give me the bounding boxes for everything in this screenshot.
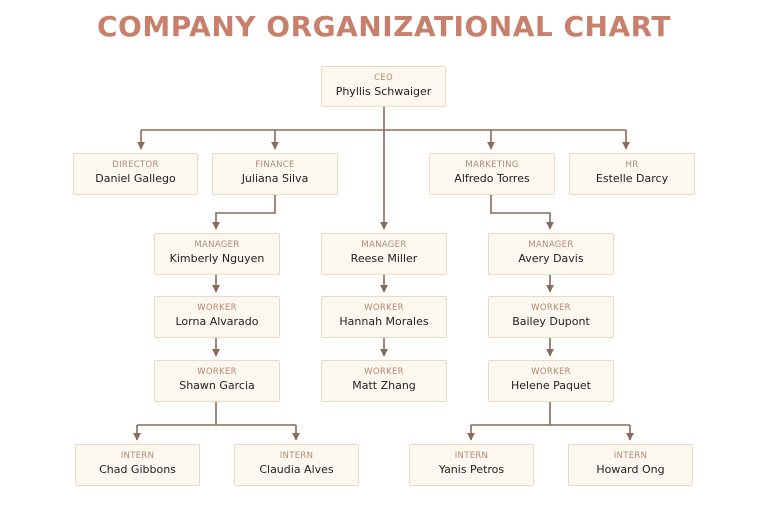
- node-intern-chad: [75, 444, 200, 486]
- node-role: HR: [625, 160, 639, 170]
- node-name: Howard Ong: [596, 463, 665, 476]
- node-finance: [212, 153, 338, 195]
- connector-finance-to-kimberly: [216, 195, 275, 229]
- node-name: Alfredo Torres: [454, 172, 530, 185]
- node-worker-hannah: [321, 296, 447, 338]
- node-name: Avery Davis: [518, 252, 584, 265]
- node-manager-reese: [321, 233, 447, 275]
- node-role: MANAGER: [361, 240, 407, 250]
- node-name: Claudia Alves: [259, 463, 334, 476]
- node-role: MANAGER: [194, 240, 240, 250]
- node-name: Chad Gibbons: [99, 463, 176, 476]
- node-role: INTERN: [120, 451, 155, 461]
- node-role: WORKER: [197, 303, 237, 313]
- node-role: MANAGER: [528, 240, 574, 250]
- chart-title: COMPANY ORGANIZATIONAL CHART: [96, 10, 672, 43]
- node-name: Shawn Garcia: [179, 379, 255, 392]
- node-manager-avery: [488, 233, 614, 275]
- node-role: INTERN: [454, 451, 489, 461]
- node-hr: [569, 153, 695, 195]
- node-intern-howard: [568, 444, 693, 486]
- node-worker-helene: [488, 360, 614, 402]
- node-name: Reese Miller: [350, 252, 418, 265]
- node-role: CEO: [374, 73, 393, 83]
- node-name: Lorna Alvarado: [175, 315, 259, 328]
- node-name: Bailey Dupont: [512, 315, 590, 328]
- node-name: Hannah Morales: [339, 315, 429, 328]
- node-role: INTERN: [279, 451, 314, 461]
- node-worker-lorna: [154, 296, 280, 338]
- node-name: Phyllis Schwaiger: [335, 85, 432, 98]
- node-name: Estelle Darcy: [595, 172, 669, 185]
- node-name: Kimberly Nguyen: [169, 252, 265, 265]
- node-role: WORKER: [197, 367, 237, 377]
- node-intern-claudia: [234, 444, 359, 486]
- node-name: Helene Paquet: [510, 379, 591, 392]
- node-worker-bailey: [488, 296, 614, 338]
- node-role: WORKER: [531, 303, 571, 313]
- node-role: INTERN: [613, 451, 648, 461]
- node-director: [73, 153, 198, 195]
- node-worker-shawn: [154, 360, 280, 402]
- connector-marketing-to-avery: [491, 195, 550, 229]
- node-intern-yanis: [409, 444, 534, 486]
- node-role: WORKER: [364, 367, 404, 377]
- node-name: Daniel Gallego: [95, 172, 176, 185]
- node-worker-matt: [321, 360, 447, 402]
- node-manager-kimberly: [154, 233, 280, 275]
- node-role: MARKETING: [465, 160, 519, 170]
- node-name: Matt Zhang: [352, 379, 416, 392]
- node-role: WORKER: [364, 303, 404, 313]
- node-role: WORKER: [531, 367, 571, 377]
- node-name: Yanis Petros: [438, 463, 505, 476]
- node-role: FINANCE: [255, 160, 295, 170]
- node-role: DIRECTOR: [112, 160, 159, 170]
- node-ceo: [321, 66, 446, 107]
- node-name: Juliana Silva: [241, 172, 309, 185]
- node-marketing: [429, 153, 555, 195]
